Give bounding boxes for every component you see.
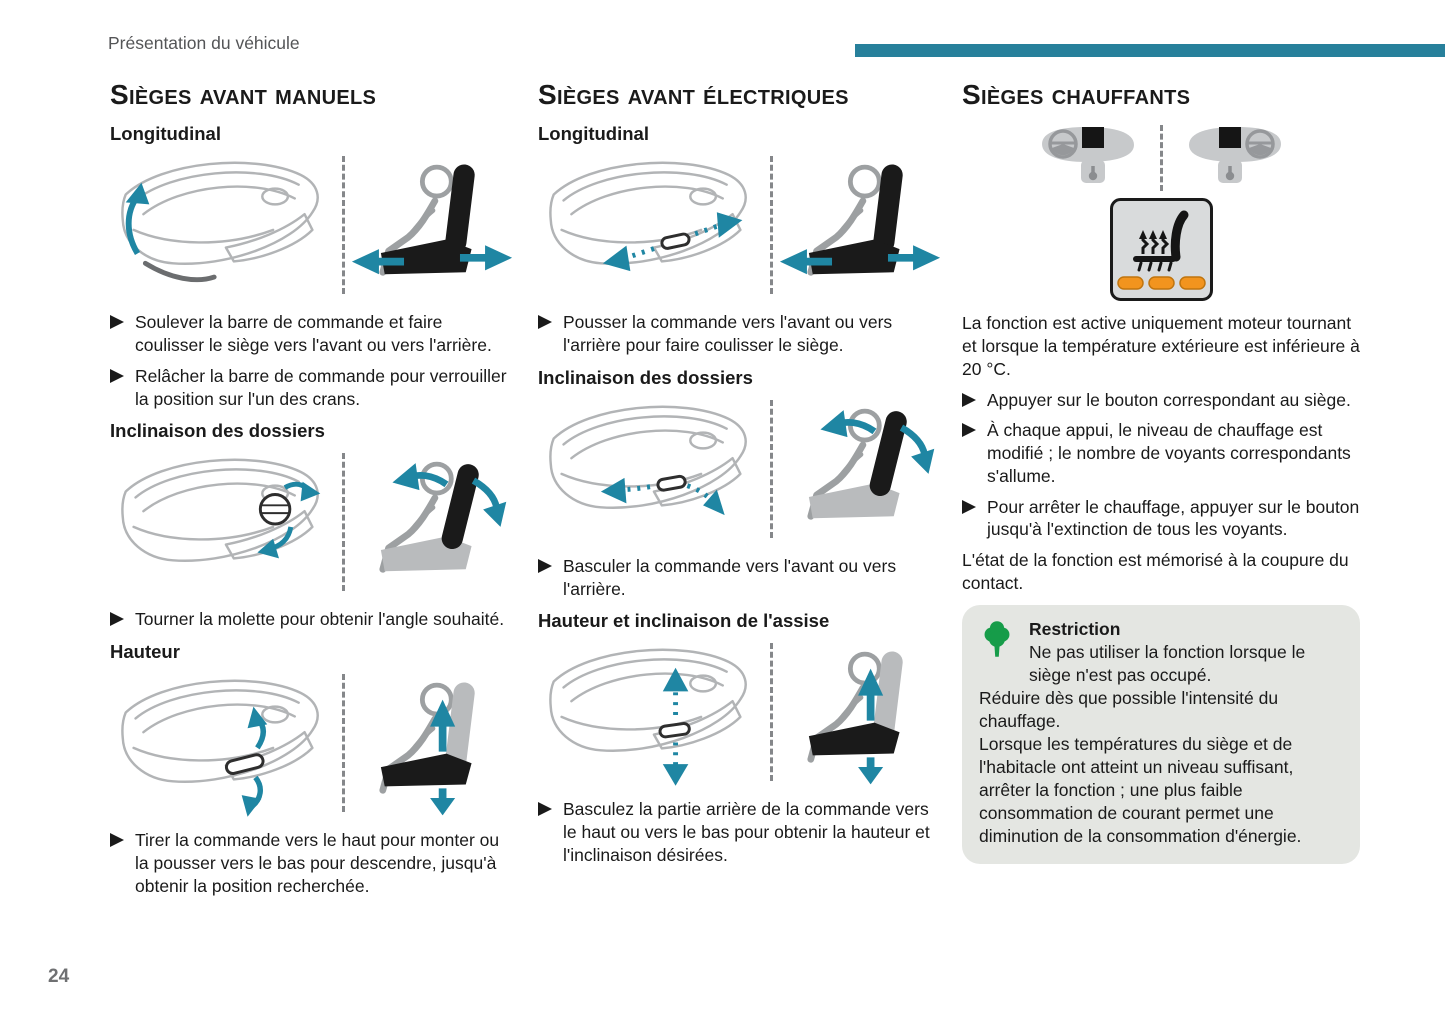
bullet-arrow-icon <box>538 802 552 816</box>
bullet-text: Tourner la molette pour obtenir l'angle souhaité. <box>135 609 505 630</box>
illustration-electric-seat-height <box>538 636 942 788</box>
bullet-item <box>538 798 942 866</box>
bullet-item <box>962 389 1360 412</box>
seat-perspective-switch-icon <box>538 637 764 787</box>
illustration-electric-recline <box>538 393 942 545</box>
bullet-item <box>110 365 514 411</box>
bullet-arrow-icon <box>962 500 976 514</box>
bullet-text: À chaque appui, le niveau de chauffage est modifié ; le nombre de voyants correspondants s'allume. <box>987 420 1351 486</box>
bullet-item <box>962 419 1360 487</box>
seat-position-indicators <box>962 123 1360 191</box>
bullet-arrow-icon <box>110 369 124 383</box>
passenger-seat-position-icon <box>1179 123 1291 185</box>
bullet-item <box>110 829 514 897</box>
bullet-text: Basculer la commande vers l'avant ou vers l'arrière. <box>563 555 897 599</box>
heading-electric-longitudinal: Longitudinal <box>538 123 649 145</box>
page-number: 24 <box>48 966 70 987</box>
heated-seat-button[interactable] <box>1109 197 1214 302</box>
restriction-line: Lorsque les températures du siège et de l'habitacle ont atteint un niveau suffisant, arrêter la fonction ; une plus faible consommation de courant permet une diminution de la consommation d'énergie. <box>979 734 1302 847</box>
breadcrumb: Présentation du véhicule <box>108 33 300 53</box>
illustration-manual-longitudinal <box>110 149 514 301</box>
section-title-electric: Sièges avant électriques <box>538 79 849 110</box>
heading-manual-recline: Inclinaison des dossiers <box>110 420 325 442</box>
dashed-divider-icon <box>342 453 345 591</box>
bullet-item <box>962 496 1360 542</box>
bullet-arrow-icon <box>538 559 552 573</box>
restriction-title: Restriction <box>1029 618 1121 639</box>
seat-perspective-knob-icon <box>110 447 336 597</box>
seat-profile-height-icon <box>778 637 942 787</box>
seat-perspective-lever-icon <box>110 150 336 300</box>
bullet-arrow-icon <box>110 833 124 847</box>
bullet-arrow-icon <box>110 612 124 626</box>
heat-level-indicators <box>1118 277 1205 289</box>
heated-intro-text: La fonction est active uniquement moteur tournant et lorsque la température extérieure est inférieure à 20 °C. <box>962 313 1360 379</box>
heated-memo-text: L'état de la fonction est mémorisé à la coupure du contact. <box>962 550 1349 593</box>
illustration-electric-longitudinal <box>538 149 942 301</box>
illustration-manual-recline <box>110 446 514 598</box>
heat-arrows-icon <box>1139 230 1167 239</box>
bullet-item <box>110 311 514 357</box>
bullet-text: Pousser la commande vers l'avant ou vers l'arrière pour faire coulisser le siège. <box>563 312 893 356</box>
section-title-manual: Sièges avant manuels <box>110 79 377 110</box>
bullet-item <box>538 555 942 601</box>
bullet-text: Appuyer sur le bouton correspondant au siège. <box>987 389 1351 410</box>
tree-icon <box>981 620 1013 664</box>
section-title-heated: Sièges chauffants <box>962 79 1191 110</box>
dashed-divider-icon <box>770 156 773 294</box>
bullet-text: Pour arrêter le chauffage, appuyer sur le bouton jusqu'à l'extinction de tous les voyants. <box>987 496 1360 540</box>
seat-profile-recline-icon <box>350 447 514 597</box>
bullet-item <box>538 311 942 357</box>
dashed-divider-icon <box>342 156 345 294</box>
column-electric-seats <box>538 80 942 875</box>
bullet-text: Relâcher la barre de commande pour verrouiller la position sur l'un des crans. <box>135 365 507 409</box>
bullet-text: Basculez la partie arrière de la commande vers le haut ou vers le bas pour obtenir la hauteur et l'inclinaison désirées. <box>563 799 930 865</box>
column-manual-seats <box>110 80 514 905</box>
column-heated-seats <box>962 80 1360 864</box>
seat-perspective-switch-icon <box>538 394 764 544</box>
dashed-divider-icon <box>770 400 773 538</box>
bullet-arrow-icon <box>110 315 124 329</box>
heading-electric-recline: Inclinaison des dossiers <box>538 366 753 388</box>
heading-manual-longitudinal: Longitudinal <box>110 123 221 145</box>
bullet-arrow-icon <box>962 393 976 407</box>
seat-perspective-switch-icon <box>538 150 764 300</box>
seat-profile-longitudinal-icon <box>778 150 942 300</box>
seat-perspective-handle-icon <box>110 668 336 818</box>
restriction-box <box>962 605 1360 864</box>
heading-manual-height: Hauteur <box>110 641 180 663</box>
bullet-text: Soulever la barre de commande et faire coulisser le siège vers l'avant ou vers l'arrière. <box>135 312 492 356</box>
header-accent-bar <box>855 44 1445 57</box>
bullet-text: Tirer la commande vers le haut pour monter ou la pousser vers le bas pour descendre, jusqu'à obtenir la position recherchée. <box>135 830 500 896</box>
dashed-divider-icon <box>342 674 345 812</box>
illustration-manual-height <box>110 667 514 819</box>
seat-profile-height-icon <box>350 668 514 818</box>
bullet-item <box>110 608 514 631</box>
restriction-line: Réduire dès que possible l'intensité du chauffage. <box>979 687 1279 732</box>
bullet-arrow-icon <box>538 315 552 329</box>
seat-profile-longitudinal-icon <box>350 150 514 300</box>
heading-electric-seat-height: Hauteur et inclinaison de l'assise <box>538 610 830 632</box>
restriction-line: Ne pas utiliser la fonction lorsque le siège n'est pas occupé. <box>1029 641 1306 685</box>
driver-seat-position-icon <box>1032 123 1144 185</box>
bullet-arrow-icon <box>962 423 976 437</box>
dashed-divider-icon <box>1160 125 1163 191</box>
seat-profile-recline-icon <box>778 394 942 544</box>
dashed-divider-icon <box>770 643 773 781</box>
